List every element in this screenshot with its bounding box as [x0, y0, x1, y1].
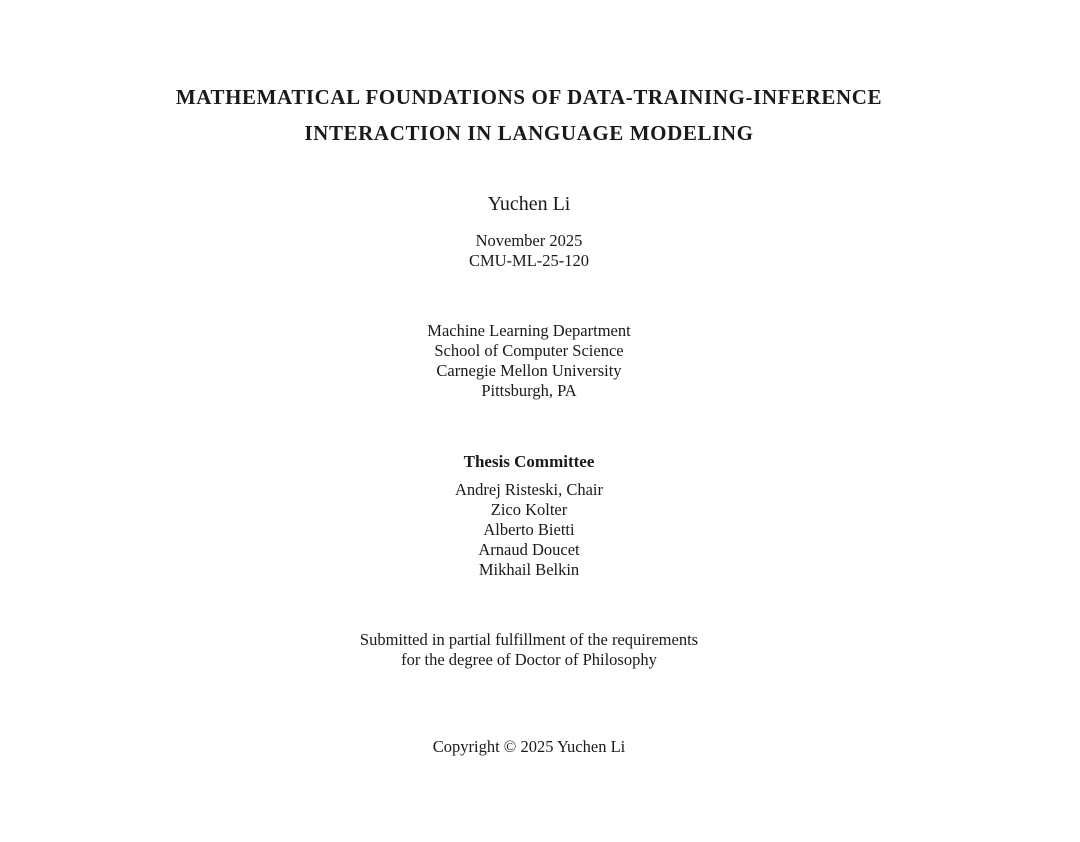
submission-statement-line-1: Submitted in partial fulfillment of the requirements: [359, 630, 699, 649]
affiliation-department: Machine Learning Department: [427, 321, 631, 340]
affiliation-university: Carnegie Mellon University: [436, 361, 622, 380]
committee-member: Alberto Bietti: [483, 520, 575, 539]
thesis-title-line-1: MATHEMATICAL FOUNDATIONS OF DATA-TRAINING-INFERENCE: [175, 85, 883, 109]
submission-statement-line-2: for the degree of Doctor of Philosophy: [401, 650, 657, 669]
report-number: CMU-ML-25-120: [468, 251, 590, 270]
committee-member: Andrej Risteski, Chair: [454, 480, 604, 499]
author-name: Yuchen Li: [487, 193, 571, 215]
committee-member: Mikhail Belkin: [478, 560, 580, 579]
copyright-notice: Copyright © 2025 Yuchen Li: [432, 737, 626, 756]
affiliation-location: Pittsburgh, PA: [481, 381, 577, 400]
submission-date: November 2025: [475, 231, 583, 250]
committee-heading: Thesis Committee: [463, 452, 595, 471]
affiliation-school: School of Computer Science: [434, 341, 624, 360]
committee-member: Arnaud Doucet: [478, 540, 580, 559]
committee-member: Zico Kolter: [490, 500, 568, 519]
thesis-title-line-2: INTERACTION IN LANGUAGE MODELING: [304, 121, 754, 145]
